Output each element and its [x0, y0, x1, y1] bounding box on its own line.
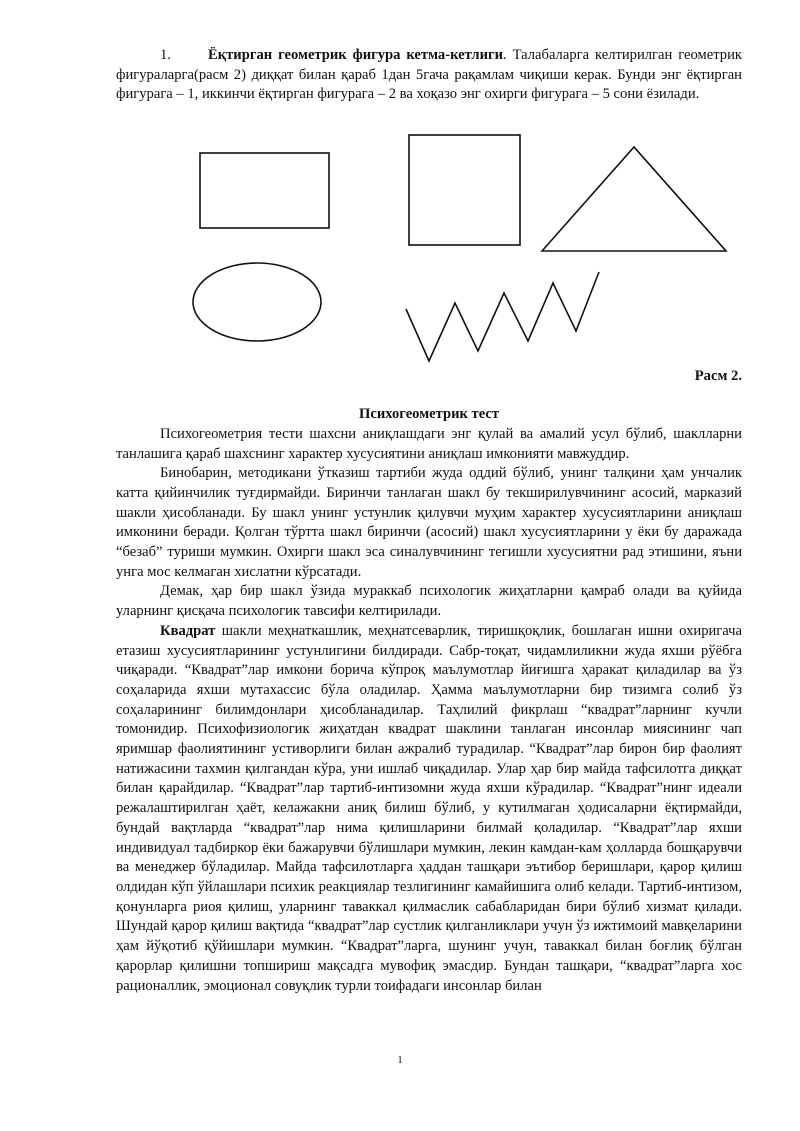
kvadrat-paragraph [116, 622, 742, 996]
section-title: Психогеометрик тест [358, 406, 500, 423]
item-text: . Талабаларга келтирилган геометрик фигураларга(расм 2) диққат билан қараб 1дан 5гача рақамлам чиқиши керак. Бунди энг ёқтирган фигурага – 1, иккинчи ёқтирган фигурага – 2 ва хоқазо энг охирги фигурага – 5 сони ёзилади. [116, 47, 743, 103]
triangle-shape [542, 147, 726, 251]
document-page [116, 46, 742, 996]
page-number: 1 [397, 1054, 403, 1066]
paragraph-1: Психогеометрия тести шахсни аниқлашдаги энг қулай ва амалий усул бўлиб, шаклларни танлашига қараб шахснинг характер хусусиятини аниқлаш имконияти мавжуддир. [116, 425, 742, 462]
item-title: Ёқтирган геометрик фигура кетма-кетлиги [208, 47, 504, 63]
figure-caption: Расм 2. [694, 368, 742, 385]
ellipse-shape [193, 263, 321, 341]
paragraph-2: Бинобарин, методикани ўтказиш тартиби жуда оддий бўлиб, унинг талқини ҳам унчалик катта қийинчилик туғдирмайди. Биринчи танлаган шакл бу текширилувчининг асосий, марказий шакли ҳисобланади. Бу шакл унинг устунлик қилувчи муҳим характер хусусиятларини аниқлаш имконини беради. Қолган тўртта шакл биринчи (асосий) шакл хусусиятларини у ёки бу даражада “безаб” туриши мумкин. Охирги шакл эса синалувчининг тегишли хусусиятни рад этишини, яъни унга мос келмаган хислатни кўрсатади. [116, 465, 742, 580]
kvadrat-term: Квадрат [160, 622, 216, 639]
shapes-illustration [116, 105, 742, 367]
zigzag-shape [406, 272, 599, 361]
paragraph-3: Демак, ҳар бир шакл ўзида мураккаб психологик жиҳатларни қамраб олади ва қуйида уларнинг қисқача психологик тавсифи келтирилади. [116, 583, 742, 620]
kvadrat-text: шакли меҳнаткашлик, меҳнатсеварлик, тиришқоқлик, бошлаган ишни охиригача етазиш хусусиятларининг устунлигини билдиради. Сабр-тоқат, чидамлиликни жуда яхши рўёбга чиқаради. “Квадрат”лар имкони борича кўпроқ маълумотлар йиғишга ҳаракат қиладилар ва ўз соҳаларида яхши мутахассис бўла оладилар. Ҳамма маълумотларни бир тизимга солиб ўз соҳаларининг билимдонлари ҳисобланадилар. Таҳлилий фикрлаш “квадрат”ларнинг кучли томонидир. Психофизиологик жиҳатдан квадрат шаклини танлаган инсонлар миясининг чап яримшар фаолиятининг устиворлиги билан ажралиб турадилар. “Квадрат”лар бирон бир фаолият натижасини тахмин қилгандан кўра, уни ишлаб чиқадилар. Улар ҳар бир майда тафсилотга диққат билан қарайдилар. “Квадрат”лар тартиб-интизомни жуда яхши кўрадилар. “Квадрат”нинг идеали режалаштирилган ҳаёт, келажакни аниқ билиш бўлиб, у кутилмаган ҳодисаларни ёқтирмайди, бундай вақтларда “квадрат”лар нима қилишларини билмай қоладилар. “Квадрат”лар яхши индивидуал тадбиркор ёки бажарувчи бўлишлари мумкин, лекин камдан-кам ҳолларда бошқарувчи ва менеджер бўладилар. Майда тафсилотларга ҳаддан ташқари эътибор беришлари, қарор қилиш олдидан кўп ўйлашлари психик реакциялар тезлигининг камайишига олиб келади. Тартиб-интизом, қонунларга риоя қилиш, уларнинг таваккал қилмаслик сабабларидан бири бўлиб хизмат қилади. Шундай қарор қилиш вақтида “квадрат”лар сустлик қилганликлари учун ўз ижтимоий мавқеларини ҳам йўқотиб қўйишлари мумкин. “Квадрат”ларга, шунинг учун, таваккал билан боғлиқ бўлган қарорлар қилишни топшириш мақсадга мувофиқ эмасдир. Бундан ташқари, “квадрат”ларга хос рационаллик, эмоционал совуқлик турли тоифадаги инсонлар билан [116, 622, 742, 994]
square-shape [409, 135, 520, 245]
item-1-paragraph [116, 46, 742, 105]
item-number: 1. [160, 47, 171, 63]
rectangle-shape [200, 153, 329, 228]
figure-shapes [116, 105, 742, 367]
